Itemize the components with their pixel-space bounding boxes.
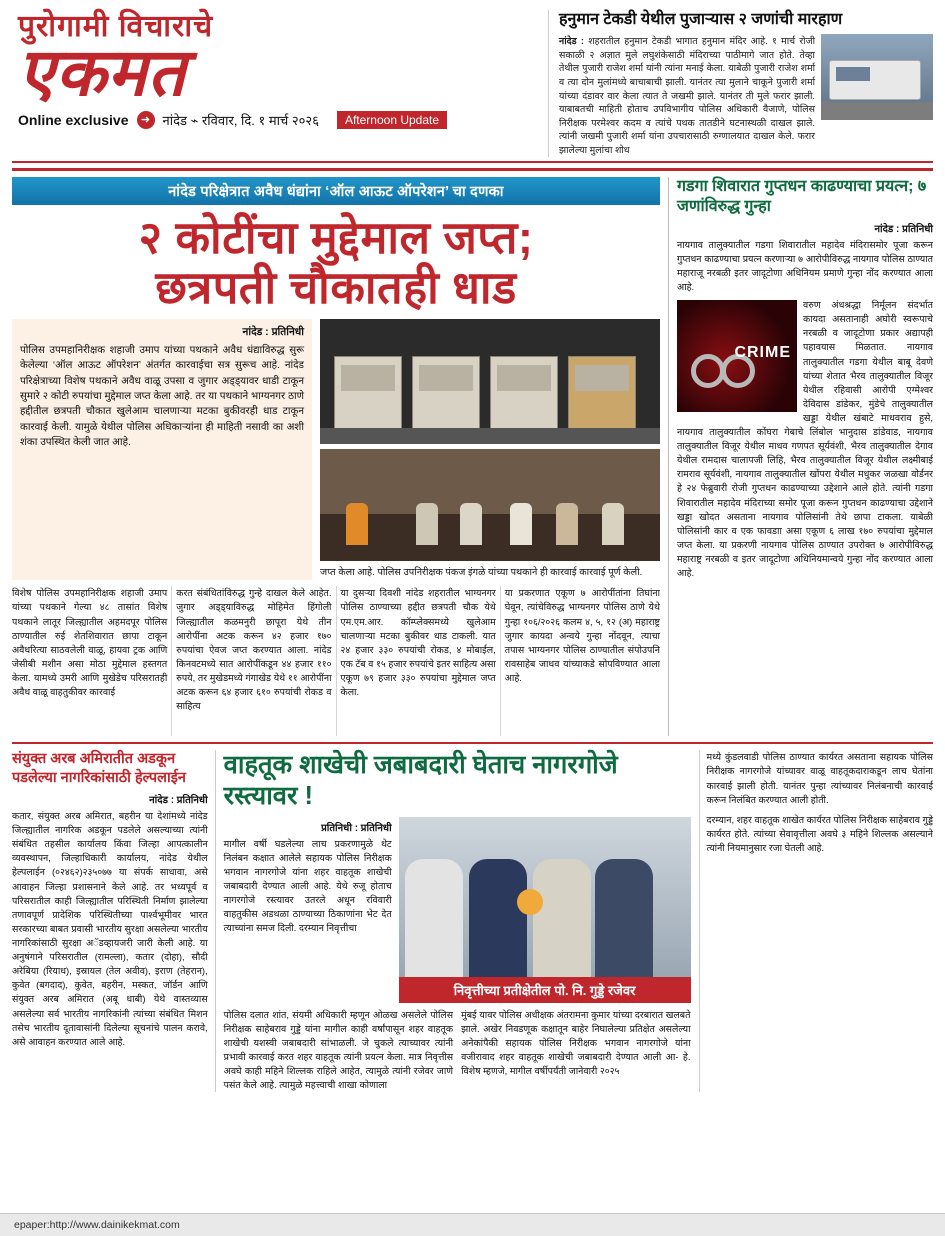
lead-photo-caption: जप्त केला आहे. पोलिस उपनिरीक्षक पंकज इंगळे यांच्या पथकाने ही कारवाई कारवाई पूर्ण केली.: [320, 567, 643, 579]
lead-column-text: करत संबंधितांविरुद्ध गुन्हे दाखल केले आहेत. जुगार अड्ड्याविरुद्ध मोहिमेत हिंगोली जिल्ह्यातील कळमनुरी छापूरा येथे तीन आरोपींना अटक करून ४२ हजार १७० रुपयांचा ऐवज जप्त करण्यात आला. नांदेड किनवटमध्ये सात आरोपींकडून ४४ हजार ११० रुपये, तर मुखेडमध्ये गंगाखेड येथे ११ आरोपींना अटक करून ६४ हजार ६१० रुपयांची रोकड व साहित्य: [176, 587, 332, 712]
right-story: [668, 177, 933, 737]
lead-column-text: विशेष पोलिस उपमहानिरीक्षक शहाजी उमाप यांच्या पथकाने गेल्या ४८ तासांत विशेष पथकाने लातूर जिल्ह्यातील अहमदपूर पोलिस ठाण्यातील रुई शेतशिवारात छापा टाकून अवैधरित्या साठवलेली वाळू, हायवा ट्रक आणि जेसीबी मशीन असा मोठा मुद्देमाल हस्तगत केला. यामध्ये उमरी आणि मुखेडेच परिसरातही अवैध वाळू वाहतुकीवर कारवाई: [12, 587, 168, 698]
seized-trucks-photo: [320, 319, 660, 444]
masthead: [12, 10, 933, 163]
lead-headline-line1: २ कोटींचा मुद्देमाल जप्त;: [138, 211, 534, 263]
right-story-headline: गडगा शिवारात गुप्तधन काढण्याचा प्रयत्न; ७ जणांविरुद्ध गुन्हा: [677, 177, 927, 215]
lead-photo-stack: [320, 319, 660, 580]
felicitation-photo: [399, 817, 691, 977]
felicitation-photo-caption: निवृत्तीच्या प्रतीक्षेतील पो. नि. गुड्डे रजेवर: [399, 977, 691, 1003]
traffic-lead-column: [224, 817, 392, 1003]
masthead-title: एकमत: [18, 35, 187, 109]
traffic-subcol-1: पोलिस दलात शांत, संयमी अधिकारी म्हणून ओळख असलेले पोलिस निरीक्षक साहेबराव गुड्डे यांना मागील काही वर्षांपासून शहर वाहतूक शाखेची यशस्वी जबाबदारी सांभाळली. जे चुकले त्याच्यावर त्यांनी प्रभावी कारवाई करत शहर वाहतूक त्यांनी प्रयत्न केला. मात्र निवृत्तीस अवघे काही महिने शिल्लक राहिले आहेत, त्यामुळे त्यांनी रजेवर जाणे पसंत केले आहे. त्यामुळे महत्त्वाची शाखा कोणाला: [223, 1008, 454, 1091]
traffic-story: [224, 750, 691, 1092]
top-story-headline: हनुमान टेकडी येथील पुजाऱ्यास २ जणांची मारहाण: [559, 11, 843, 28]
masthead-tagline: पुरोगामी विचाराचे: [18, 10, 214, 43]
person-shape: [405, 859, 463, 977]
truck-shape: [334, 356, 402, 430]
person-shape: [533, 859, 591, 977]
ambulance-photo: [821, 34, 933, 120]
truck-shape: [412, 356, 480, 430]
bouquet-shape: [517, 889, 543, 915]
person-shape: [602, 503, 624, 545]
gambling-raid-photo: [320, 449, 660, 561]
person-shape: [556, 503, 578, 545]
right-story-text-1: नायगाव तालुक्यातील गडगा शिवारातील महादेव मंदिरासमोर पूजा करून गुप्तधन काढण्याचा प्रयत्न करणाऱ्या ७ आरोपीविरुद्ध नायगाव पोलिस ठाण्यात महाराजू नरबळी इतर जादूटोणा अधिनियम प्रमाणे गुन्हा नोंद करण्यात आला आहे.: [677, 238, 933, 292]
person-shape: [346, 503, 368, 545]
helpline-story: [12, 750, 216, 1092]
person-shape: [469, 859, 527, 977]
helpline-byline: नांदेड : प्रतिनिधी: [149, 795, 208, 806]
truck-shape: [490, 356, 558, 430]
lead-column-text: या दुसऱ्या दिवशी नांदेड शहरातील भाग्यनगर पोलिस ठाण्याच्या हद्दीत छत्रपती चौक येथे एम.एम.आर. कॉम्प्लेक्समध्ये खुलेआम चालणाऱ्या मटका बुकीवर धाड टाकली. यात २४ हजार ३३० रुपयांची रोकड, ४ मोबाईल, एक टॅब व १५ हजार रुपयांचे इतर साहित्य असा एकूण ७९ हजार ३३० रुपयांचा मुद्देमाल जप्त केला.: [340, 587, 496, 698]
main-content: [12, 177, 933, 737]
ground-shape: [320, 428, 660, 444]
traffic-photo-block: [399, 817, 691, 1003]
person-shape: [510, 503, 532, 545]
top-story-body: शहरातील हनुमान टेकडी भागात हनुमान मंदिर आहे. १ मार्च रोजी सकाळी २ अज्ञात मुले लघुशंकेसाठी मंदिराच्या पाठीमागे जात होते. तेव्हा तेथील पुजारी राजेश शर्मा यांनी त्यांना मनाई केला. याबेळी पुजारी राजेश शर्मा व त्या दोन मुलांमध्ये बाचाबाची झाली. यानंतर त्या मुलाने चाकूने पुजारी शर्मा यांच्या दंडावर वार केला त्यात ते जखमी झाले. यानंतर ती मुले फरार झाली. याबाबतची माहिती होताच उपविभागीय पोलिस अधिकारी वैजाणे, पोलिस निरीक्षक परमेश्वर कदम व त्यांचे पथक तातडीने घटनास्थळी दाखल झाले. त्यांनी जखमी पुजारी शर्मा यांना उपचारासाठी रुग्णालयात दाखल केले. फरार झालेल्या मुलांचा शोध: [559, 35, 815, 155]
crime-label: CRIME: [734, 344, 791, 362]
right-story-byline: नांदेड : प्रतिनिधी: [874, 223, 933, 235]
lead-banner: नांदेड परिक्षेत्रात अवैध धंद्यांना ‘ऑल आऊट ऑपरेशन’ चा दणका: [12, 177, 660, 205]
lead-story: [12, 177, 660, 737]
lead-column-text: या प्रकरणात एकूण ७ आरोपींतांना तिघांना घेवून, त्यांचेविरुद्ध भाग्यनगर पोलिस ठाणे येथे गुन्हा १०६/२०२६ कलम ४, ५, १२ (अ) महाराष्ट्र जुगार कायदा अन्वये गुन्हा नोंदवून, त्याचा तपास भाग्यनगर पोलिस ठाण्यातील संपोउपनि रावसाहेब जाधव यांच्याकडे सोपविण्यात आला आहे.: [504, 587, 660, 683]
masthead-brand: [12, 10, 542, 129]
road-shape: [821, 102, 933, 120]
lead-intro-text: पोलिस उपमहानिरीक्षक शहाजी उमाप यांच्या पथकाने अवैध धंद्याविरुद्ध सुरू केलेल्या ‘ऑल आऊट ऑपरेशन’ अंतर्गत कारवाईचा सत्र सुरूच आहे. नांदेड परिक्षेत्राच्या विशेष पथकाने अवैध वाळू उपसा व जुगार अड्ड्यावर धाडी टाकून सुमारे २ कोटी रुपयांचा मुद्देमाल जप्त केला आहे. तर या पथकाने भाग्यनगर ठाणे हद्दीतील छत्रपती चौकात खुलेआम चालणाऱ्या मटका बुकीवरही धाड टाकून कारवाई केली. यामुळे येथील पोलिस अधिकाऱ्यांना ही माहिती नसावी का अशी शंका उपस्थित केली जात आहे.: [20, 345, 304, 448]
truck-shape: [568, 356, 636, 430]
footer: [0, 1213, 945, 1236]
lower-section: [12, 742, 933, 1092]
lead-headline: [12, 213, 660, 314]
divider-red: [12, 168, 933, 171]
top-story: [548, 10, 933, 157]
lead-columns: [12, 586, 660, 736]
epaper-url[interactable]: epaper:http://www.dainikekmat.com: [14, 1219, 180, 1231]
afternoon-update-badge: Afternoon Update: [337, 111, 447, 129]
top-story-text: [559, 34, 815, 157]
traffic-cont-text-2: दरम्यान, शहर वाहतूक शाखेत कार्यरत पोलिस निरीक्षक साहेबराव गुड्डे कार्यरत होते. त्यांच्या सेवावृत्तीला अवघे ३ महिने शिल्लक असल्याने त्यांनी नियमानुसार रजा घेतली आहे.: [706, 813, 933, 853]
person-shape: [416, 503, 438, 545]
traffic-subcol-2: मुंबई यावर पोलिस अधीक्षक अंतरामना कुमार यांच्या दरबारात खलबते झाले. अखेर निवडणूक कक्षातून बाहेर निघालेल्या प्रतिक्षेत असलेल्या अनेकांपैकी सहायक पोलिस निरीक्षक भगवान नागरगोजे यांना वजीरावाद शहर वाहतूक शाखेची जबाबदारी देण्यात आली आ- हे. विशेष म्हणजे, मागील वर्षीपर्यंती जानेवारी २०२५: [461, 1008, 691, 1076]
traffic-sub-columns: [224, 1008, 691, 1093]
van-shape: [829, 60, 921, 100]
masthead-subline: [18, 111, 542, 129]
online-exclusive-label: Online exclusive: [18, 112, 129, 128]
traffic-text: मागील वर्षी घडलेल्या लाच प्रकरणामुळे थेट निलंबन कक्षात आलेले सहायक पोलिस निरीक्षक भगवान नागरगोजे यांना शहर वाहतूक शाखेची जबाबदारी देण्यात आली आहे. येथे रुजू होताच नागरगोजे रस्त्यावर उतरले अधून रविवारी वाहतुकीस अडथळा ठाण्याच्या ठिकाणांना भेट देत त्याच्यांना समज दिली. दरम्यान निवृत्तीचा: [223, 837, 392, 934]
lead-intro-box: [12, 319, 312, 580]
handcuff-icon: [691, 354, 725, 388]
traffic-headline: वाहतूक शाखेची जबाबदारी घेताच नागरगोजे रस्त्यावर !: [223, 751, 618, 810]
right-story-text-2: वरुण अंधश्रद्धा निर्मूलन संदर्भात कायदा असतानाही अघोरी स्वरूपाचे नरबळी व जादूटोणा प्रकार अद्यापही पहावयास मिळतात. नायगाव तालुक्यातील गडगा येथील बाबू देवणे यांच्या शेतात भैरव तालुक्यातील विजूर येथील रहिवासी आरोपी एग्मेश्वर देविदास डांडेकर, मुंडेचे तालुक्यातील खड्डा येथील खंबाटे माधवराव हुसे, नायगाव तालुक्यातील कोंघरा गेबाचे लिंबोल भानुदास डांडेवाड, नायगाव तालुक्यातील विजूर येथील माधव गणपत सूर्यवंशी, भैरव तालुक्यातील देगाव येथील रामदास चालापजी लिहि, भैरव तालुक्यातील विजूर येथील लक्ष्मीबाई रामराव सूर्यवंशी, नायगाव तालुक्यातील खोंपरा येथील मधुकर जळखा वोर्डनर हे २४ फेब्रुवारी रोजी गुप्तधन काढण्याच्या उद्देशाने आले होते. त्यांनी गडगा शिवारातील महादेव मंदिराच्या समोर पूजा करून गुप्तधन काढण्याचा उद्देशाने खड्डा खोदत असताना नायगाव पोलिसांनी तेथे छापा टाकला. याबेळी पोलिसांनी कार व एक फावडाा असा एकूण ६ लाख १७० रुपयांचा मुद्देमाल जप्त केला. या प्रकरणी नायगाव पोलिस ठाण्यात उपरोक्त ७ आरोपीविरुद्ध महाराष्ट्र नरबळी व इतर जादूटोणा अधिनियमान्वये गुन्हा नोंद करण्यात आला आहे.: [677, 299, 933, 579]
crime-handcuffs-photo: [677, 300, 797, 412]
person-shape: [460, 503, 482, 545]
traffic-byline: प्रतिनिधी : प्रतिनिधी: [321, 822, 392, 834]
person-shape: [595, 859, 653, 977]
masthead-place-date: नांदेड ⌁ रविवार, दि. १ मार्च २०२६: [162, 113, 319, 128]
top-story-dateline: नांदेड :: [559, 35, 584, 46]
traffic-cont-text-1: मध्ये कुंडलवाडी पोलिस ठाण्यात कार्यरत असताना सहायक पोलिस निरीक्षक नागरगोजे यांच्यावर वाळू वाहतूकदाराकडून लाच घेतांना कारवाई झाली होती. यानंतर पुन्हा त्यांच्यावर निलंबनाची कारवाई करून निलंबित करण्यात आली होती.: [706, 751, 933, 805]
helpline-headline: संयुक्त अरब अमिरातीत अडकून पडलेल्या नागरिकांसाठी हेल्पलाईन: [12, 751, 186, 787]
traffic-continuation: [699, 750, 933, 1092]
arrow-right-icon: ➜: [137, 111, 155, 129]
helpline-text: कतार, संयुक्त अरब अमिरात, बहरीन या देशांमध्ये नांदेड जिल्ह्यातील नागरिक अडकून पडलेले असल्याच्या त्यांनी संबंधित तहसील कार्यालय किंवा जिल्हा आपत्कालीन व्यवस्थापन, जिल्हाधिकारी कार्यालय, नांदेड येथील हेल्पलाईन (०२४६२)२३५०७७ या संपर्क साधावा, असे आवाहन जिल्हा प्रशासनाने केले आहे. तर भध्यपूर्व व परिसरातील काही जिल्ह्यातील परिस्थिती निर्माण झालेल्या तणावपूर्ण प्रादेशिक परिस्थितीच्या पार्श्वभूमीवर भारत सरकारच्या बाबत प्रवासी भारतीय सुरक्षा असलेल्या भारतीय नागरिकांसाठी सुरक्षा अॅडव्हायजरी जारी केली आहे. या अनुषंगाने परिसरातील (रामल्ला), कतार (दोहा), सौदी अरेबिया (रियाध), इस्रायल (तेल अवीव), इराण (तेहरान), कुवेत (बगदाद), कुवेत, बहरीन, मस्कत, जॉर्डन आणि संयुक्त अरब अमिरात (अबू धाबी) येथे वास्तव्यास असलेल्या सर्व भारतीय नागरिकांनी त्यांच्या संबंधित मिशन तसेच भारतीय दूतावासांनी दिलेल्या सूचनांचे पालन करावे, असे आवाहन करण्यात आले आहे.: [12, 810, 208, 1047]
lead-headline-line2: छत्रपती चौकातही धाड: [155, 262, 517, 314]
lead-byline: नांदेड : प्रतिनिधी: [242, 326, 304, 339]
